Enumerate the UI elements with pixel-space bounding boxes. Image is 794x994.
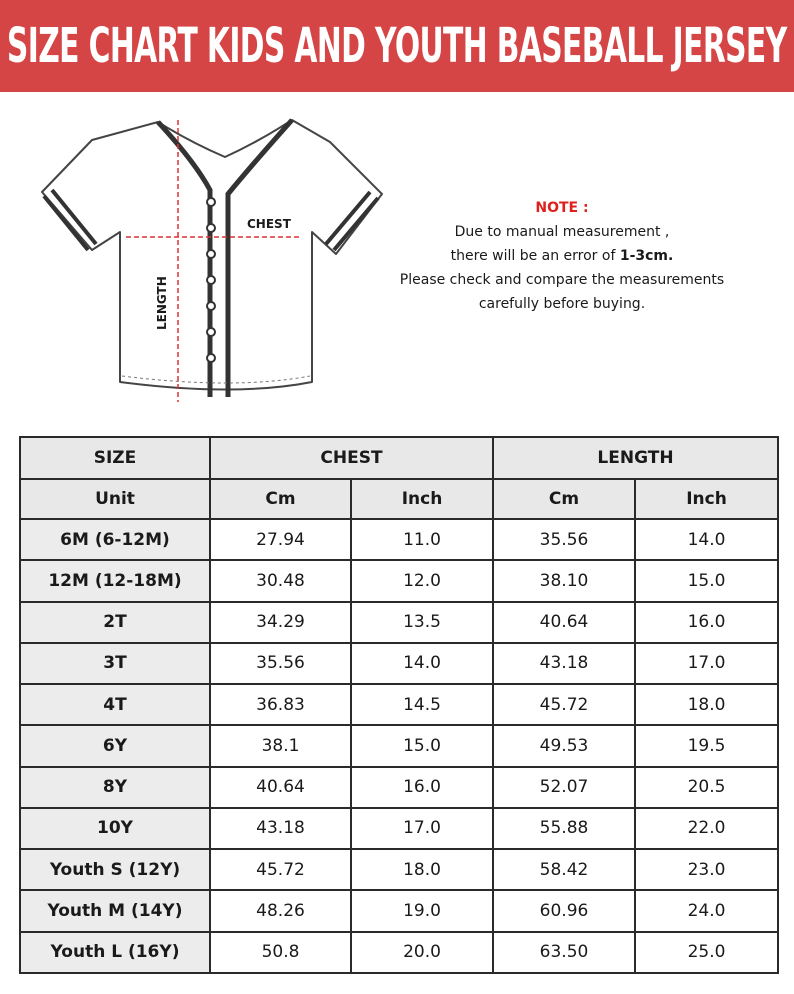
size-cell: 2T: [20, 602, 210, 643]
value-cell-length-cm: 63.50: [493, 932, 635, 973]
table-row: [20, 519, 778, 560]
note-error-range: 1-3cm.: [619, 248, 674, 264]
value-cell-chest-cm: 38.1: [210, 725, 351, 766]
value-cell-chest-cm: 40.64: [210, 767, 351, 808]
value-cell-length-cm: 60.96: [493, 890, 635, 931]
table-row: [20, 560, 778, 601]
header-chest-inch: Inch: [351, 479, 493, 519]
value-cell-chest-in: 12.0: [351, 560, 493, 601]
value-cell-length-in: 24.0: [635, 890, 778, 931]
header-length-cm: Cm: [493, 479, 635, 519]
size-cell: Youth S (12Y): [20, 849, 210, 890]
value-cell-chest-in: 14.0: [351, 643, 493, 684]
value-cell-length-in: 22.0: [635, 808, 778, 849]
size-cell: 12M (12-18M): [20, 560, 210, 601]
size-cell: 8Y: [20, 767, 210, 808]
table-row: [20, 684, 778, 725]
value-cell-chest-cm: 50.8: [210, 932, 351, 973]
value-cell-length-in: 16.0: [635, 602, 778, 643]
value-cell-chest-cm: 43.18: [210, 808, 351, 849]
table-body: [20, 519, 778, 973]
unit-row: [20, 479, 778, 519]
size-cell: 4T: [20, 684, 210, 725]
jersey-diagram: [30, 112, 400, 412]
value-cell-length-in: 19.5: [635, 725, 778, 766]
header-length: LENGTH: [493, 437, 778, 479]
value-cell-chest-in: 20.0: [351, 932, 493, 973]
value-cell-chest-cm: 27.94: [210, 519, 351, 560]
value-cell-length-in: 15.0: [635, 560, 778, 601]
value-cell-chest-cm: 30.48: [210, 560, 351, 601]
value-cell-length-in: 20.5: [635, 767, 778, 808]
value-cell-chest-in: 13.5: [351, 602, 493, 643]
size-cell: Youth M (14Y): [20, 890, 210, 931]
value-cell-chest-cm: 34.29: [210, 602, 351, 643]
table-row: [20, 602, 778, 643]
value-cell-length-in: 18.0: [635, 684, 778, 725]
value-cell-length-in: 23.0: [635, 849, 778, 890]
jersey-button: [207, 276, 215, 284]
table-row: [20, 725, 778, 766]
jersey-button: [207, 198, 215, 206]
value-cell-length-in: 25.0: [635, 932, 778, 973]
note-block: [390, 196, 734, 316]
jersey-button: [207, 354, 215, 362]
size-cell: 3T: [20, 643, 210, 684]
header-unit: Unit: [20, 479, 210, 519]
table-row: [20, 890, 778, 931]
size-cell: 6M (6-12M): [20, 519, 210, 560]
title-banner: [0, 0, 794, 92]
header-chest-cm: Cm: [210, 479, 351, 519]
table-row: [20, 808, 778, 849]
value-cell-length-cm: 35.56: [493, 519, 635, 560]
value-cell-chest-cm: 45.72: [210, 849, 351, 890]
size-cell: Youth L (16Y): [20, 932, 210, 973]
size-cell: 10Y: [20, 808, 210, 849]
value-cell-chest-in: 16.0: [351, 767, 493, 808]
jersey-button: [207, 328, 215, 336]
note-line-2-text: there will be an error of: [450, 248, 620, 264]
header-size: SIZE: [20, 437, 210, 479]
value-cell-length-cm: 55.88: [493, 808, 635, 849]
value-cell-length-cm: 49.53: [493, 725, 635, 766]
value-cell-length-in: 17.0: [635, 643, 778, 684]
note-line-3: Please check and compare the measurements: [399, 272, 725, 288]
table-row: [20, 849, 778, 890]
value-cell-chest-cm: 48.26: [210, 890, 351, 931]
value-cell-length-cm: 45.72: [493, 684, 635, 725]
size-cell: 6Y: [20, 725, 210, 766]
value-cell-length-in: 14.0: [635, 519, 778, 560]
table-row: [20, 767, 778, 808]
page-title: SIZE CHART KIDS AND YOUTH BASEBALL JERSEY: [7, 18, 787, 74]
table-row: [20, 643, 778, 684]
value-cell-chest-in: 14.5: [351, 684, 493, 725]
table-row: [20, 932, 778, 973]
value-cell-length-cm: 58.42: [493, 849, 635, 890]
value-cell-chest-in: 17.0: [351, 808, 493, 849]
size-chart-table: [19, 436, 779, 974]
jersey-button: [207, 302, 215, 310]
value-cell-chest-in: 11.0: [351, 519, 493, 560]
note-line-4: carefully before buying.: [478, 296, 646, 312]
header-chest: CHEST: [210, 437, 493, 479]
value-cell-length-cm: 40.64: [493, 602, 635, 643]
note-line-1: Due to manual measurement ,: [454, 224, 670, 240]
value-cell-chest-cm: 35.56: [210, 643, 351, 684]
table-header-row: [20, 437, 778, 479]
length-label: LENGTH: [155, 276, 169, 330]
value-cell-length-cm: 38.10: [493, 560, 635, 601]
header-length-inch: Inch: [635, 479, 778, 519]
value-cell-chest-in: 18.0: [351, 849, 493, 890]
value-cell-chest-in: 19.0: [351, 890, 493, 931]
jersey-button: [207, 224, 215, 232]
value-cell-length-cm: 52.07: [493, 767, 635, 808]
chest-label: CHEST: [247, 217, 291, 231]
value-cell-chest-in: 15.0: [351, 725, 493, 766]
note-line-2: [390, 244, 734, 268]
jersey-button: [207, 250, 215, 258]
value-cell-chest-cm: 36.83: [210, 684, 351, 725]
value-cell-length-cm: 43.18: [493, 643, 635, 684]
note-title: NOTE :: [535, 200, 589, 216]
